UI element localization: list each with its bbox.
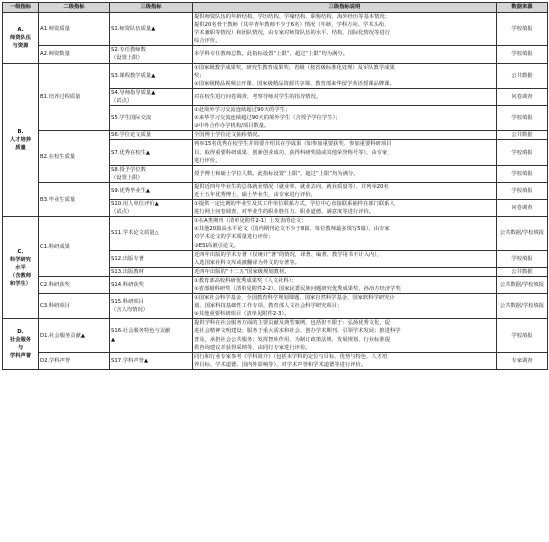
- level3-indicator-cell: [110, 131, 193, 140]
- indicator-description-cell: [193, 352, 497, 369]
- level1-indicator-text: 社会服务: [9, 337, 32, 344]
- level3-indicator-text: S10.用人单位评价▲: [111, 201, 159, 208]
- description-line: 近十五年优秀博士、硕士毕业生，由专家进行评价。: [194, 191, 316, 198]
- level3-indicator-text: S9.优秀毕业生▲: [111, 187, 150, 194]
- header-level3: 三级指标: [110, 3, 193, 13]
- level1-indicator-text: 科学研究: [9, 256, 32, 263]
- data-source-cell: 公共数据/学校填报: [497, 217, 548, 250]
- level1-indicator-text: 学科声誉: [9, 353, 32, 360]
- table-row: [3, 13, 548, 46]
- description-line: ②国家级精品视频公开课、国家级精品资源共享课、教育部来华留学英语授课品牌课。: [194, 80, 395, 87]
- data-source-cell: 问卷调查: [497, 88, 548, 105]
- indicator-description-cell: [193, 46, 497, 63]
- level1-indicator-text: 与资源: [12, 42, 29, 49]
- description-line: 提供学科在社会服务方面的主要贡献及典型案例，包括但不限于：弘扬优秀文化，促: [194, 320, 390, 327]
- level3-indicator-text: S4.导师指导质量▲: [111, 89, 156, 96]
- data-source-cell: 学校填报: [497, 182, 548, 199]
- table-row: [3, 182, 548, 199]
- description-line: 同行和行业专家参考《学科简介》（包括本学科的定位与目标、优势与特色、人才培: [194, 353, 388, 360]
- level3-indicator-text: （设置上限）: [111, 174, 143, 181]
- level3-indicator-text: （设置上限）: [111, 55, 143, 62]
- indicator-description-cell: [193, 165, 497, 182]
- header-data-source: 数据来源: [497, 3, 548, 13]
- level3-indicator-text: S1.师资队伍质量▲: [111, 26, 156, 33]
- description-line: ①国家社会科学基金、全国教育科学规划课题、国家自然科学基金、国家软科学研究计: [194, 295, 395, 302]
- level1-indicator-cell: [3, 217, 39, 319]
- description-line: ①在A类期刊（清单见附件2-1）上发表的论文；: [194, 218, 307, 225]
- data-source-cell: 学校填报: [497, 250, 548, 267]
- level3-indicator-text: S2.专任教师数: [111, 47, 146, 54]
- indicator-table-container: [2, 2, 547, 540]
- level3-indicator-cell: [110, 250, 193, 267]
- level3-indicator-text: ▲: [111, 336, 116, 343]
- level3-indicator-cell: [110, 200, 193, 217]
- indicator-description-cell: [193, 106, 497, 131]
- description-line: ②来华学习交流连续超过90天的境外学生（含授予学位学生）；: [194, 115, 341, 122]
- description-line: 奖；: [194, 72, 205, 79]
- level3-indicator-text: （试点）: [111, 97, 133, 104]
- data-source-cell: 公共数据/学校填报: [497, 294, 548, 319]
- data-source-cell: 公共数据: [497, 131, 548, 140]
- indicator-description-cell: [193, 131, 497, 140]
- table-body: [3, 13, 548, 370]
- description-line: 全国博士学位论文抽检情况。: [194, 132, 263, 139]
- indicator-description-cell: [193, 13, 497, 46]
- description-line: ①国家级教学成果奖、研究生教育成果奖、省级（按省级标准化处理）及军队教学成果: [194, 64, 395, 71]
- indicator-description-cell: [193, 267, 497, 276]
- level2-indicator-cell: B3.毕业生质量: [39, 182, 110, 216]
- description-line: 养目标、学术道德、国内外影响等），对学术声誉和学术道德等进行评价。: [194, 361, 367, 368]
- table-row: [3, 352, 548, 369]
- level3-indicator-text: S13.出版教材: [111, 268, 144, 275]
- description-line: ①教育部高校科研优秀成果奖（人文社科）；: [194, 277, 297, 284]
- level2-indicator-cell: D1.社会服务贡献▲: [39, 319, 110, 352]
- table-row: [3, 131, 548, 140]
- indicator-description-cell: [193, 140, 497, 165]
- header-level3-description: 三级指标说明: [193, 3, 497, 13]
- level3-indicator-text: （试点）: [111, 209, 133, 216]
- indicator-description-cell: [193, 319, 497, 352]
- level1-indicator-text: 与: [17, 345, 24, 352]
- data-source-cell: 学校填报: [497, 165, 548, 182]
- level1-indicator-text: B.: [17, 128, 24, 135]
- data-source-cell: 公共数据/学校填报: [497, 276, 548, 293]
- level1-indicator-text: 人才培养: [9, 136, 32, 143]
- level1-indicator-text: A.: [17, 26, 24, 33]
- description-line: ③中外合作办学机构/项目数量。: [194, 123, 270, 130]
- description-line: 对学术论文的学术质量进行评价；: [194, 234, 274, 241]
- table-row: [3, 217, 548, 250]
- level3-indicator-cell: [110, 88, 193, 105]
- data-source-cell: 学校填报: [497, 140, 548, 165]
- level3-indicator-cell: [110, 217, 193, 250]
- level3-indicator-text: S17.学科声誉▲: [111, 357, 149, 364]
- table-row: [3, 319, 548, 352]
- description-line: ①赴境外学习交流连续超过90天的学生；: [194, 107, 291, 114]
- level2-indicator-cell: A2.师资数量: [39, 46, 110, 63]
- data-source-cell: 公共数据: [497, 267, 548, 276]
- level3-indicator-cell: [110, 13, 193, 46]
- level1-indicator-cell: [3, 319, 39, 370]
- data-source-cell: 专家调查: [497, 352, 548, 369]
- level2-indicator-cell: C1.科研成果: [39, 217, 110, 277]
- level1-indicator-text: 水平: [15, 264, 26, 271]
- level1-indicator-text: 师资队伍: [9, 34, 32, 41]
- evaluation-indicator-table: [2, 2, 548, 370]
- description-line: 供咨询建议并获得采纳等，由同行专家进行评价。: [194, 344, 311, 351]
- level3-indicator-cell: [110, 267, 193, 276]
- description-line: 近四年出版的学术专著（仅统计“著”的情况，译著、编著、教学用书不计入内），: [194, 251, 383, 258]
- data-source-cell: 学校填报: [497, 13, 548, 46]
- table-row: [3, 276, 548, 293]
- level3-indicator-text: S6.学位论文质量: [111, 132, 152, 139]
- level3-indicator-text: （含人均情况）: [111, 307, 149, 314]
- level3-indicator-text: S15.科研项目: [111, 299, 144, 306]
- level2-indicator-cell: D2.学科声誉: [39, 352, 110, 369]
- level2-indicator-cell: B2.在校生质量: [39, 131, 110, 183]
- description-line: 近四年出版的“十二五”国家级规划教材。: [194, 268, 290, 275]
- level2-indicator-cell: B1.培养过程质量: [39, 63, 110, 131]
- level3-indicator-cell: [110, 63, 193, 88]
- indicator-description-cell: [193, 88, 497, 105]
- description-line: 对在校生进行问卷调查，考察导师对学生的指导情况。: [194, 93, 322, 100]
- level3-indicator-text: S5.学生国际交流: [111, 115, 152, 122]
- level3-indicator-text: S14.科研获奖: [111, 281, 144, 288]
- level3-indicator-cell: [110, 165, 193, 182]
- header-level1: 一级指标: [3, 3, 39, 13]
- table-row: [3, 46, 548, 63]
- level3-indicator-cell: [110, 294, 193, 319]
- level1-indicator-text: （含教师: [9, 272, 32, 279]
- level3-indicator-cell: [110, 276, 193, 293]
- level3-indicator-cell: [110, 352, 193, 369]
- level2-indicator-cell: C3.科研项目: [39, 294, 110, 319]
- level3-indicator-cell: [110, 140, 193, 165]
- header-level2: 二级指标: [39, 3, 110, 13]
- data-source-cell: 问卷调查: [497, 200, 548, 217]
- description-line: 普及，承担社会公共服务；发挥智库作用，为制订政策法规、发展规划、行业标准提: [194, 336, 390, 343]
- level3-indicator-cell: [110, 182, 193, 199]
- level1-indicator-cell: [3, 63, 39, 217]
- indicator-description-cell: [193, 63, 497, 88]
- description-line: 提供师资队伍的年龄结构、学历结构、学缘结构、职称结构、海外经历等基本情况；: [194, 14, 390, 20]
- description-line: 划、国家科技基础性工作专项、教育部人文社会科学研究项目；: [194, 303, 343, 310]
- level2-indicator-cell: C2.科研获奖: [39, 276, 110, 293]
- description-line: 授予博士和硕士学位人数。此指标设置“上限”，超过“上限”均为满分。: [194, 170, 359, 177]
- indicator-description-cell: [193, 250, 497, 267]
- description-line: 提供20名骨干教师（其中青年教师不少于6名）情况（年龄、学科方向、学术头衔、: [194, 22, 390, 29]
- description-line: 学术兼职等情况）和团队情况，由专家对师资队伍的水平、结构、国际化情况等进行: [194, 30, 390, 37]
- indicator-description-cell: [193, 276, 497, 293]
- header-row: [3, 3, 548, 13]
- indicator-description-cell: [193, 200, 497, 217]
- table-row: [3, 63, 548, 88]
- indicator-description-cell: [193, 182, 497, 199]
- level3-indicator-cell: [110, 46, 193, 63]
- level1-indicator-text: 和学生）: [9, 280, 32, 287]
- level3-indicator-text: S12.出版专著: [111, 255, 144, 262]
- level3-indicator-cell: [110, 106, 193, 131]
- level3-indicator-text: S11.学术论文质量△: [111, 230, 159, 237]
- level3-indicator-text: S8.授予学位数: [111, 166, 146, 173]
- description-line: ②省部级科研奖（清单见附件2-2）、国家民委民族问题研究优秀成果奖、孙冶方经济学奖: [194, 286, 401, 292]
- level1-indicator-cell: [3, 13, 39, 64]
- level3-indicator-cell: [110, 319, 193, 352]
- level1-indicator-text: 质量: [15, 144, 26, 151]
- level3-indicator-text: S16.社会服务特色与贡献: [111, 328, 171, 335]
- level1-indicator-text: C.: [17, 248, 24, 255]
- data-source-cell: 公共数据: [497, 63, 548, 88]
- description-line: ②其他重要科研项目（清单见附件2-3）。: [194, 311, 290, 318]
- description-line: 入选国家社科文库或被翻译为外文的专著等。: [194, 259, 300, 266]
- table-row: [3, 294, 548, 319]
- level1-indicator-text: D.: [17, 328, 24, 335]
- data-source-cell: 学校填报: [497, 46, 548, 63]
- description-line: ③ESI高被引论文。: [194, 242, 239, 249]
- description-line: 进行评价。: [194, 157, 221, 164]
- description-line: ②其他20篇高水平论文（国内期刊论文不少于8篇，每位教师最多填写5篇），由专家: [194, 226, 390, 233]
- data-source-cell: 学校填报: [497, 319, 548, 352]
- description-line: 目、取得重要科研成果、创新创业成功、获得科研奖励或其他荣誉称号等），由专家: [194, 149, 388, 156]
- description-line: 提供近四年毕业生的总体就业情况（就业率、就业去向、就业质量等），并列举20名: [194, 183, 389, 190]
- description-line: 本学科专任教师总数。此指标设置“上限”，超过“上限”均为满分。: [194, 51, 348, 58]
- level2-indicator-cell: A1.师资质量: [39, 13, 110, 46]
- description-line: 列举15名优秀在校学生并简要介绍其在学成果（如参加重要获奖、参加重要科研项目: [194, 141, 392, 148]
- level3-indicator-text: S3.课程教学质量▲: [111, 72, 156, 79]
- data-source-cell: 学校填报: [497, 106, 548, 131]
- description-line: 综合评价。: [194, 38, 221, 45]
- description-line: 进行网上问卷调查，对毕业生的职业胜任力、职业道德、满意度等进行评价。: [194, 209, 375, 216]
- indicator-description-cell: [193, 217, 497, 250]
- indicator-description-cell: [193, 294, 497, 319]
- level3-indicator-text: S7.优秀在校生▲: [111, 149, 150, 156]
- description-line: ①提供一定比例的毕业生及其工作单位联系方式，学位中心直接联系抽样在部门联系人: [194, 201, 395, 208]
- description-line: 进社会精神文明建设；服务于重大需求和社会、创办学术期刊、引领学术发展；推进科学: [194, 328, 401, 335]
